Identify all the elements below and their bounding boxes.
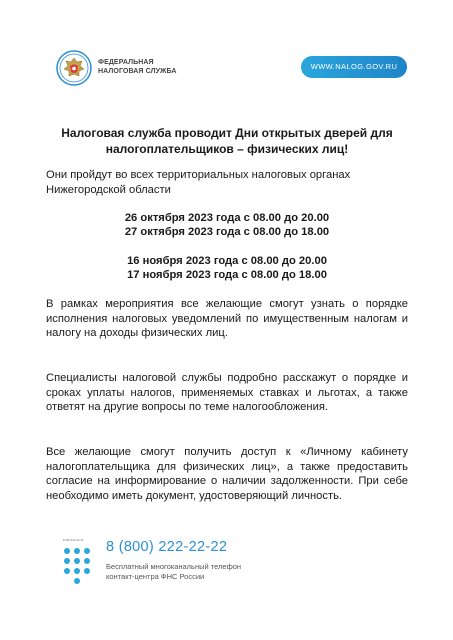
date-line: 16 ноября 2023 года с 08.00 до 20.00 xyxy=(127,255,327,267)
paragraph-specialists: Специалисты налоговой службы подробно расскажут о порядке и сроках уплаты налогов, применяемых ставках и льготах, а также ответят на другие вопросы по теме налогообложения. xyxy=(46,372,408,413)
dates-october xyxy=(46,211,408,239)
website-link[interactable]: WWW.NALOG.GOV.RU xyxy=(301,56,407,78)
keypad-label: 8 800 222-22-22 xyxy=(63,539,84,542)
page-footer xyxy=(0,535,453,595)
org-name-line1: ФЕДЕРАЛЬНАЯ xyxy=(98,59,154,66)
page-title: Налоговая служба проводит Дни открытых дверей для налогоплательщиков – физических лиц! xyxy=(61,126,393,156)
date-line: 26 октября 2023 года с 08.00 до 20.00 xyxy=(124,212,330,224)
hotline-description xyxy=(106,562,241,581)
dates-november xyxy=(46,254,408,282)
fns-emblem-icon xyxy=(56,50,92,86)
date-line: 27 октября 2023 года с 08.00 до 18.00 xyxy=(124,226,330,238)
paragraph-notices: В рамках мероприятия все желающие смогут узнать о порядке исполнения налоговых уведомлений по имущественным налогам и налогу на доходы физических лиц. xyxy=(46,298,408,339)
paragraph-personal-account: Все желающие смогут получить доступ к «Личному кабинету налогоплательщика для физических лиц», а также предоставить согласие на информирование о наличии задолженности. При себе необходимо иметь документ, удостоверяющий личность. xyxy=(46,446,408,502)
org-name xyxy=(98,58,177,76)
hotline-phone[interactable]: 8 (800) 222-22-22 xyxy=(106,539,228,555)
hotline-desc-line2: контакт-центра ФНС России xyxy=(106,571,205,581)
date-line: 17 ноября 2023 года с 08.00 до 18.00 xyxy=(127,269,327,281)
hotline-desc-line1: Бесплатный многоканальный телефон xyxy=(106,562,242,571)
phone-keypad-icon xyxy=(62,546,92,596)
intro-text: Они пройдут во всех территориальных налоговых органах Нижегородской области xyxy=(46,169,351,196)
org-name-line2: НАЛОГОВАЯ СЛУЖБА xyxy=(98,68,177,75)
page-header xyxy=(0,0,453,120)
